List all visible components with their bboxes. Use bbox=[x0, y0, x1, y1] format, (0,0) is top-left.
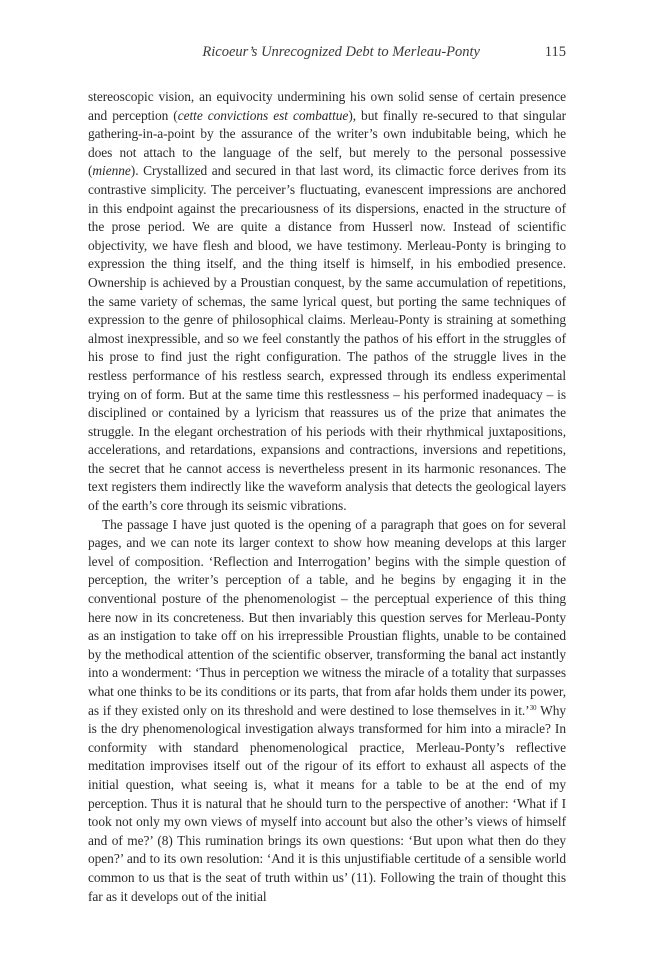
paragraph-1 bbox=[88, 88, 566, 516]
footnote-reference[interactable]: 30 bbox=[529, 703, 537, 712]
running-header bbox=[88, 44, 566, 64]
body-text bbox=[88, 88, 566, 906]
italic-word: mienne bbox=[92, 163, 131, 179]
paragraph-1-text-2: ), but finally re-secured to that singular gathering-in-a-point by the assurance of the writer’s own indubitable being, which he does not attach to the language of the self, but merely to the personal possessive ( bbox=[88, 107, 566, 179]
paragraph-1-text-3: ). Crystallized and secured in that last word, its climactic force derives from its contrastive simplicity. The perceiver’s fluctuating, evanescent impressions are anchored in this endpoint against the precariousness of its dispersions, enacted in the structure of the prose period. We are quite a distance from Husserl now. Instead of scientific objectivity, we have flesh and blood, we have testimony. Merleau-Ponty is bringing to expression the thing itself, and the thing itself is himself, in his embodied presence. Ownership is achieved by a Proustian conquest, by the same accumulation of repetitions, the same variety of schemas, the same lyrical quest, but porting the same techniques of expression to the genre of philosophical claims. Merleau-Ponty is straining at something almost inexpressible, and so we feel constantly the pathos of his effort in the struggles of his prose to find just the right configuration. The pathos of the struggle lives in the restless performance of his restless search, expressed through its endless experimental trying on of form. But at the same time this restlessness – his performed inadequacy – is disciplined or contained by a lyricism that reassures us of the prize that animates the struggle. In the elegant orchestration of his periods with their rhythmical juxtapositions, accelerations, and retardations, expansions and contractions, inversions and repetitions, the secret that he cannot access is nevertheless present in its harmonic resonances. The text registers them indirectly like the waveform analysis that detects the geological layers of the earth’s core through its seismic vibrations. bbox=[88, 163, 566, 514]
italic-phrase: cette convictions est combattue bbox=[177, 107, 349, 123]
paragraph-2-text-1: The passage I have just quoted is the opening of a paragraph that goes on for several pages, and we can note its larger context to show how meaning develops at this larger level of composition. ‘Reflection and Interrogation’ begins with the simple question of perception, the writer’s perception of a table, and he begins by engaging it in the conventional posture of the phenomenologist – the perceptual experience of this thing here now in its concreteness. But then invariably this question serves for Merleau-Ponty as an instigation to take off on his irrepressible Proustian flights, unable to be contained by the methodical attention of the scientific observer, transforming the banal act instantly into a wonderment: ‘Thus in perception we witness the miracle of a totality that surpasses what one thinks to be its conditions or its parts, that from afar holds them under its power, as if they existed only on its threshold and were destined to lose themselves in it.’ bbox=[88, 516, 566, 718]
page-number: 115 bbox=[544, 44, 566, 60]
paragraph-2-text-2: Why is the dry phenomenological investigation always transformed for him into a miracle? In conformity with standard phenomenological practice, Merleau-Ponty’s reflective meditation improvises itself out of the rigour of its effort to exhaust all aspects of the initial question, what seeing is, what it means for a table to be at the end of my perception. Thus it is natural that he should turn to the perspective of another: ‘What if I took not only my own views of myself into account but also the other’s views of himself and of me?’ (8) This rumination brings its own questions: ‘But upon what then do they open?’ and to its own resolution: ‘And it is this unjustifiable certitude of a sensible world common to us that is the seat of truth within us’ (11). Following the train of thought this far as it develops out of the initial bbox=[88, 702, 567, 904]
paragraph-2 bbox=[88, 516, 566, 906]
paragraph-1-text-1: stereoscopic vision, an equivocity undermining his own solid sense of certain presence and perception ( bbox=[88, 89, 566, 123]
running-title: Ricoeur’s Unrecognized Debt to Merleau-Ponty bbox=[202, 44, 480, 60]
